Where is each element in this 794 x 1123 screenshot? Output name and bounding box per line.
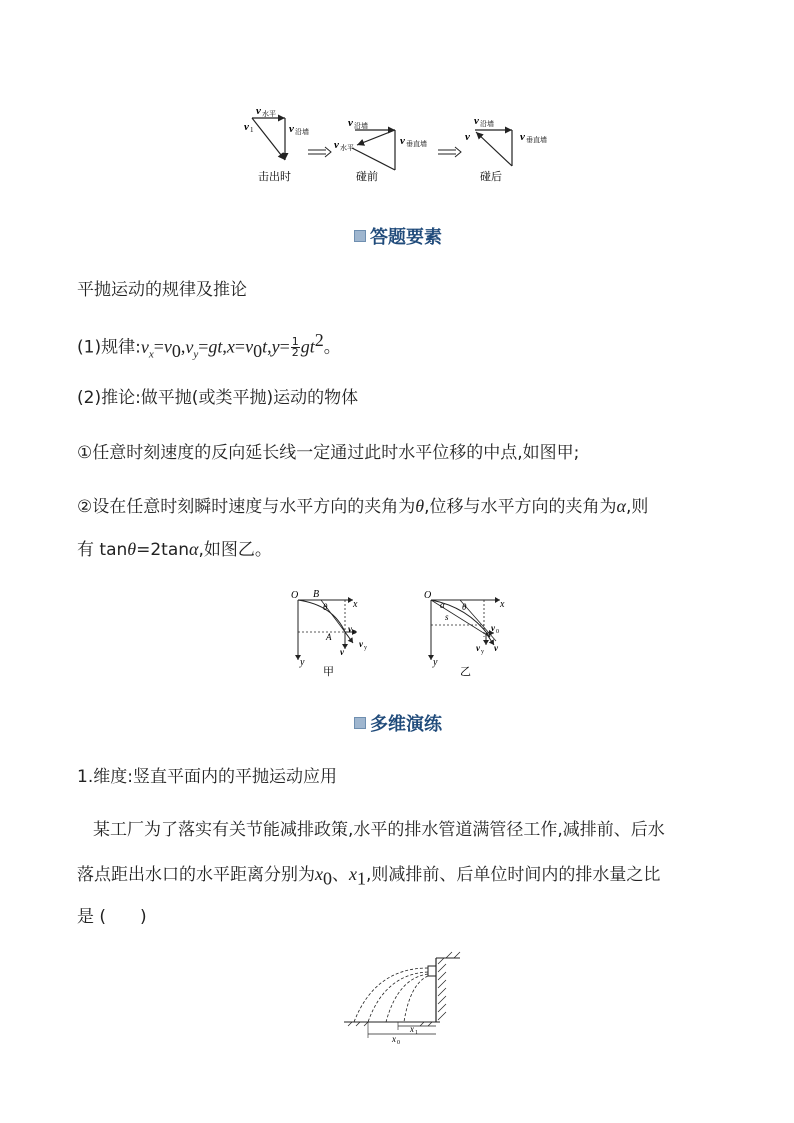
svg-text:y: y	[481, 649, 484, 655]
caption-jia: 甲	[323, 666, 334, 678]
svg-text:垂直墙: 垂直墙	[526, 136, 547, 144]
svg-text:θ: θ	[462, 602, 467, 612]
svg-text:v: v	[348, 624, 352, 634]
svg-text:0: 0	[496, 629, 499, 635]
svg-text:v: v	[359, 639, 363, 649]
svg-text:1: 1	[415, 1030, 418, 1036]
svg-text:v: v	[256, 105, 261, 117]
caption-yi: 乙	[460, 666, 471, 678]
arrow-2	[438, 147, 461, 157]
svg-text:θ: θ	[323, 602, 328, 612]
exercise-line-3: 是 ( )	[77, 907, 147, 927]
panel-hit	[244, 105, 309, 183]
svg-text:O: O	[424, 590, 432, 601]
section-marker-icon	[354, 717, 366, 729]
inference-item-2: ②设在任意时刻瞬时速度与水平方向的夹角为θ,位移与水平方向的夹角为α,则	[77, 496, 649, 517]
inference-item-2-cont: 有 tanθ=2tanα,如图乙。	[77, 539, 272, 560]
exercise-line-2: 落点距出水口的水平距离分别为$x_0$、$x_1$,则减排前、后单位时间内的排水量之比	[77, 864, 661, 889]
velocity-vector-figure	[230, 100, 570, 190]
svg-text:x: x	[410, 1024, 414, 1034]
exercise-heading: 1.维度:竖直平面内的平抛运动应用	[77, 767, 337, 787]
projectile-figure-jia	[285, 585, 375, 680]
section-heading-answer-elements: 答题要素	[354, 223, 442, 249]
svg-text:B: B	[313, 589, 320, 600]
arrow-1	[308, 147, 331, 157]
svg-text:α: α	[440, 600, 445, 610]
svg-text:A: A	[326, 632, 332, 642]
svg-text:v: v	[494, 643, 498, 653]
intro-text: 平抛运动的规律及推论	[77, 280, 247, 300]
section-heading-practice: 多维演练	[354, 710, 442, 736]
svg-text:v: v	[334, 139, 339, 151]
svg-text:v: v	[244, 121, 249, 133]
svg-text:v: v	[289, 123, 294, 135]
svg-text:沿墙: 沿墙	[480, 120, 494, 128]
svg-text:x: x	[500, 599, 505, 610]
svg-text:0: 0	[353, 630, 356, 636]
svg-text:1: 1	[250, 126, 254, 134]
inference-item-1: ①任意时刻速度的反向延长线一定通过此时水平位移的中点,如图甲;	[77, 443, 580, 463]
panel-before	[334, 117, 427, 183]
svg-text:x: x	[353, 599, 358, 610]
svg-text:垂直墙: 垂直墙	[406, 140, 427, 148]
svg-text:0: 0	[397, 1040, 400, 1045]
exercise-line-1: 某工厂为了落实有关节能减排政策,水平的排水管道满管径工作,减排前、后水	[93, 820, 665, 840]
caption-after: 碰后	[480, 171, 502, 183]
svg-text:沿墙: 沿墙	[354, 122, 368, 130]
svg-text:v: v	[348, 117, 353, 129]
svg-text:v: v	[340, 647, 344, 657]
svg-text:y: y	[364, 645, 367, 651]
svg-text:v: v	[474, 115, 479, 127]
svg-text:v: v	[476, 643, 480, 653]
inference-text: (2)推论:做平抛(或类平抛)运动的物体	[77, 388, 359, 408]
law-formula: (1)规律$:v_x=v_0,v_y=gt,x=v_0t,y=$ $\frac{1}{2}$ $gt^2$。	[77, 330, 341, 362]
svg-text:v: v	[491, 623, 495, 633]
svg-text:v: v	[400, 135, 405, 147]
svg-text:水平: 水平	[262, 110, 276, 118]
caption-hit: 击出时	[258, 171, 291, 183]
fraction-half: $\frac{1}{2}$	[291, 335, 299, 360]
svg-text:y: y	[300, 657, 305, 668]
caption-before: 碰前	[356, 171, 378, 183]
svg-text:水平: 水平	[340, 144, 354, 152]
svg-text:x: x	[392, 1034, 396, 1044]
svg-text:v: v	[520, 131, 525, 143]
svg-text:O: O	[291, 590, 299, 601]
svg-text:沿墙: 沿墙	[295, 128, 309, 136]
svg-text:s: s	[445, 612, 449, 622]
drain-pipe-figure	[340, 950, 465, 1045]
svg-text:y: y	[433, 657, 438, 668]
panel-after	[465, 115, 547, 183]
projectile-figure-yi	[418, 585, 513, 680]
svg-text:v: v	[465, 131, 470, 143]
section-marker-icon	[354, 230, 366, 242]
